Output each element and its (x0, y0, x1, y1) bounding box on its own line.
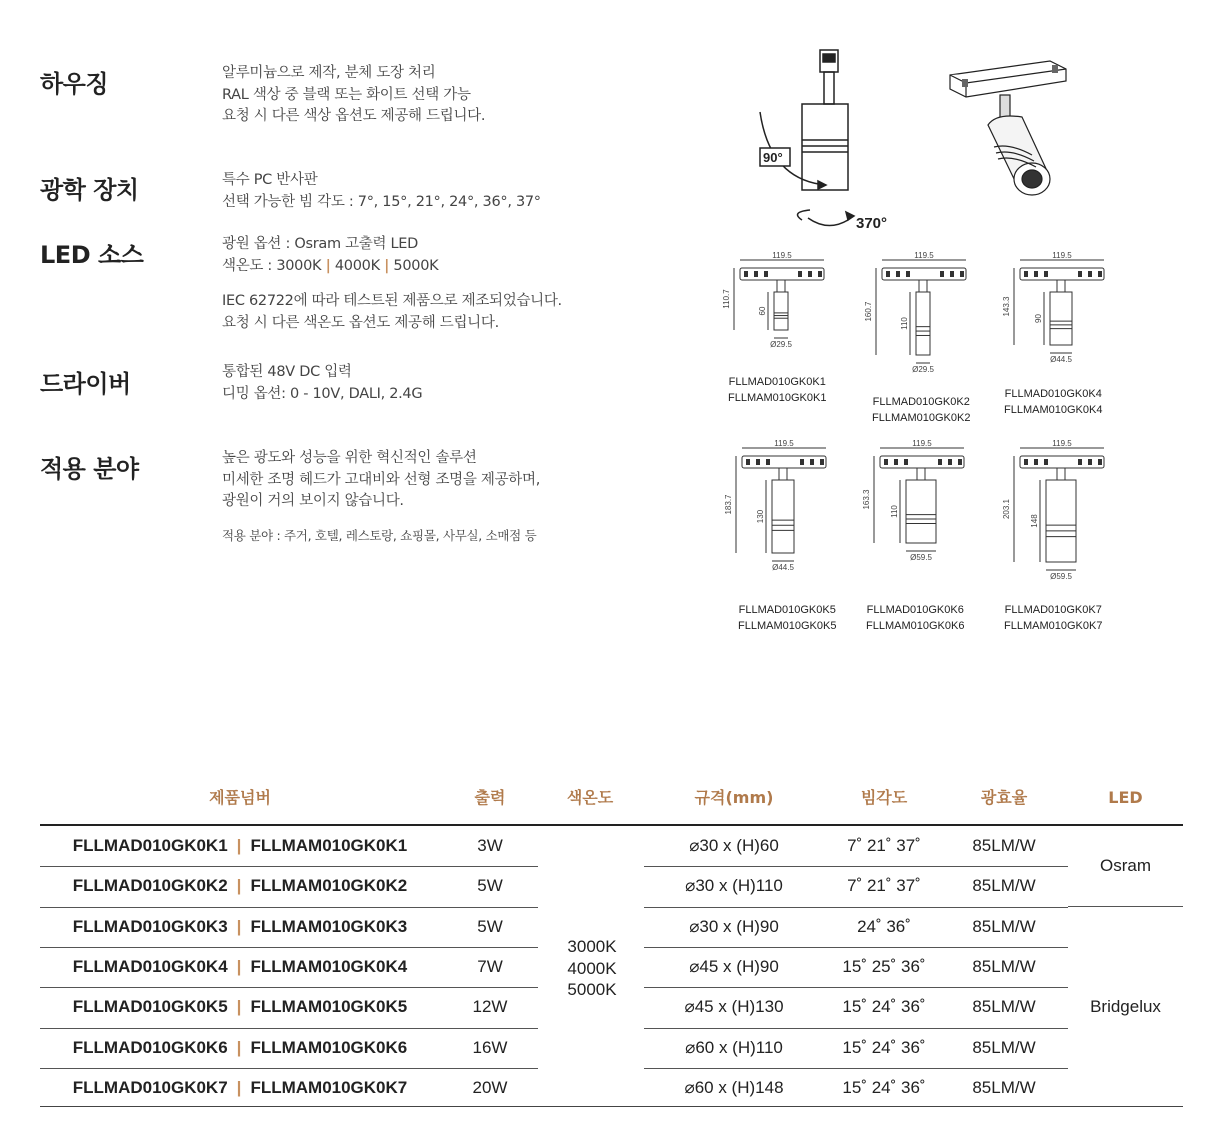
model-code: FLLMAM010GK0K6 (866, 620, 965, 632)
width-dimension: 119.5 (772, 252, 792, 260)
model-separator: | (236, 916, 242, 936)
power-cell: 16W (472, 1037, 508, 1057)
dimension-line (1050, 292, 1072, 345)
track-contact (950, 271, 954, 277)
section-body (222, 234, 562, 334)
section-heading: LED 소스 (40, 241, 144, 269)
track-contact (1044, 271, 1048, 277)
section-line: 특수 PC 반사판 (222, 172, 318, 188)
beam-cell: 7˚ 21˚ 37˚ (847, 876, 921, 896)
track-contact (746, 459, 750, 465)
model-code: FLLMAD010GK0K1 (728, 376, 826, 388)
model-code-b: FLLMAM010GK0K4 (250, 956, 408, 976)
model-cell (40, 866, 440, 906)
dimension-line (772, 480, 794, 553)
track-contact (820, 459, 824, 465)
model-code: FLLMAM010GK0K1 (728, 392, 827, 404)
track-contact (756, 459, 760, 465)
track-contact (884, 459, 888, 465)
model-code-b: FLLMAM010GK0K1 (250, 836, 408, 855)
model-code-a: FLLMAD010GK0K5 (72, 997, 228, 1017)
dimension-line (774, 292, 788, 330)
dimension-drawing (998, 440, 1118, 600)
width-dimension: 119.5 (774, 440, 794, 448)
drawing-model-codes (728, 374, 826, 406)
beam-cell: 15˚ 25˚ 36˚ (842, 956, 926, 976)
model-code-a: FLLMAD010GK0K7 (72, 1077, 228, 1097)
model-cell (40, 987, 440, 1027)
section-body (222, 63, 485, 128)
model-cell (40, 826, 440, 866)
track-contact (906, 271, 910, 277)
rotation-line-drawing (740, 40, 920, 240)
body-dimension: 110 (890, 505, 899, 518)
section-line: 알루미늄으로 제작, 분체 도장 처리 (222, 65, 436, 81)
size-cell: ⌀45 x (H)130 (684, 997, 784, 1017)
model-separator: | (236, 1037, 242, 1057)
width-dimension: 119.5 (914, 252, 934, 260)
drawing-model-codes (872, 394, 970, 426)
track-contact (1024, 271, 1028, 277)
size-cell: ⌀30 x (H)90 (689, 916, 779, 936)
section-heading: 광학 장치 (40, 176, 139, 204)
model-cell (40, 1068, 440, 1108)
efficacy-cell: 85LM/W (972, 1077, 1036, 1097)
model-code: FLLMAD010GK0K4 (1004, 388, 1102, 400)
header-efficacy: 광효율 (980, 788, 1028, 807)
track-contact (754, 271, 758, 277)
diameter-dimension: Ø44.5 (1050, 355, 1072, 364)
model-separator: | (236, 876, 242, 896)
section-line: 요청 시 다른 색상 옵션도 제공해 드립니다. (222, 108, 486, 124)
header-size: 규격(mm) (694, 788, 774, 807)
size-cell: ⌀30 x (H)110 (685, 876, 783, 896)
header-cct: 색온도 (566, 788, 614, 807)
model-separator: | (236, 836, 242, 855)
track-contact (1078, 271, 1082, 277)
track-contact (1088, 459, 1092, 465)
section-line: 선택 가능한 빔 각도 : 7°, 15°, 21°, 24°, 36°, 37° (222, 193, 541, 210)
rotate-angle-label: 370° (856, 215, 888, 232)
table-bottom-rule (40, 1106, 1183, 1107)
beam-cell: 24˚ 36˚ (857, 916, 911, 936)
model-code: FLLMAD010GK0K7 (1004, 604, 1102, 616)
dimension-line (779, 468, 787, 480)
size-cell: ⌀60 x (H)110 (685, 1037, 783, 1057)
track-contact (810, 459, 814, 465)
model-code: FLLMAD010GK0K2 (872, 396, 970, 408)
dimension-drawing (860, 252, 980, 412)
track-contact (948, 459, 952, 465)
section-note: 적용 분야 : 주거, 호텔, 레스토랑, 쇼핑몰, 사무실, 소매점 등 (222, 527, 537, 543)
model-code-a: FLLMAD010GK0K3 (72, 916, 228, 936)
track-contact (960, 271, 964, 277)
track-contact (1034, 459, 1038, 465)
height-dimension: 163.3 (862, 489, 871, 510)
width-dimension: 119.5 (1052, 440, 1072, 448)
model-code: FLLMAD010GK0K5 (738, 604, 836, 616)
model-code-b: FLLMAM010GK0K3 (250, 916, 408, 936)
model-separator: | (236, 1077, 242, 1097)
body-dimension: 90 (1034, 314, 1043, 323)
diameter-dimension: Ø29.5 (912, 365, 934, 374)
size-cell: ⌀45 x (H)90 (689, 956, 779, 976)
track-contact (808, 271, 812, 277)
power-cell: 20W (472, 1077, 508, 1097)
track-contact (1024, 459, 1028, 465)
model-cell (40, 907, 440, 947)
led-cell-osram: Osram (1100, 856, 1151, 875)
efficacy-cell: 85LM/W (972, 1037, 1036, 1057)
diameter-dimension: Ø59.5 (910, 553, 932, 562)
body-dimension: 148 (1030, 514, 1039, 528)
section-heading: 하우징 (40, 70, 109, 98)
section-body (222, 362, 422, 405)
diameter-dimension: Ø29.5 (770, 340, 792, 349)
tilt-angle-label: 90° (763, 150, 783, 165)
section-body (222, 448, 540, 546)
dimension-line (916, 292, 930, 355)
drawing-model-codes (1004, 386, 1102, 418)
section-line: 디밍 옵션: 0 - 10V, DALI, 2.4G (222, 385, 423, 402)
dimension-line (919, 280, 927, 292)
model-code: FLLMAD010GK0K6 (866, 604, 964, 616)
height-dimension: 183.7 (724, 494, 733, 515)
height-dimension: 160.7 (864, 301, 873, 322)
section-heading: 드라이버 (40, 370, 131, 398)
model-cell (40, 947, 440, 987)
power-cell: 5W (477, 916, 503, 936)
section-heading: 적용 분야 (40, 455, 139, 483)
model-code-a: FLLMAD010GK0K2 (72, 876, 228, 896)
track-contact (1044, 459, 1048, 465)
header-led: LED (1108, 788, 1143, 807)
model-code: FLLMAM010GK0K5 (738, 620, 837, 632)
track-contact (798, 271, 802, 277)
track-contact (1034, 271, 1038, 277)
model-code: FLLMAM010GK0K4 (1004, 404, 1103, 416)
track-contact (938, 459, 942, 465)
track-contact (940, 271, 944, 277)
model-code-a: FLLMAD010GK0K4 (72, 956, 228, 976)
led-cell-bridgelux: Bridgelux (1090, 997, 1161, 1016)
power-cell: 5W (477, 876, 503, 896)
dimension-drawing (858, 440, 978, 600)
model-code-b: FLLMAM010GK0K6 (250, 1037, 408, 1057)
drawing-model-codes (738, 602, 836, 634)
width-dimension: 119.5 (1052, 252, 1072, 260)
efficacy-cell: 85LM/W (972, 836, 1036, 855)
efficacy-cell: 85LM/W (972, 956, 1036, 976)
beam-cell: 15˚ 24˚ 36˚ (842, 1037, 926, 1057)
cct-line: 색온도 : 3000K | 4000K | 5000K (222, 257, 439, 274)
beam-cell: 15˚ 24˚ 36˚ (842, 1077, 926, 1097)
model-separator: | (236, 956, 242, 976)
model-code-b: FLLMAM010GK0K5 (250, 997, 408, 1017)
led-divider (1068, 906, 1183, 907)
section-line: IEC 62722에 따라 테스트된 제품으로 제조되었습니다. (222, 293, 562, 309)
efficacy-cell: 85LM/W (972, 916, 1036, 936)
section-body (222, 170, 541, 213)
section-line: 높은 광도와 성능을 위한 혁신적인 솔루션 (222, 450, 477, 466)
size-cell: ⌀60 x (H)148 (684, 1077, 784, 1097)
model-separator: | (236, 997, 242, 1017)
dimension-drawing (720, 440, 840, 600)
track-contact (1088, 271, 1092, 277)
track-contact (744, 271, 748, 277)
track-contact (904, 459, 908, 465)
model-code: FLLMAM010GK0K2 (872, 412, 971, 424)
dimension-line (917, 468, 925, 480)
body-dimension: 60 (758, 306, 767, 316)
beam-cell: 7˚ 21˚ 37˚ (847, 836, 921, 855)
header-power: 출력 (474, 788, 506, 807)
track-contact (896, 271, 900, 277)
dimension-line (1057, 280, 1065, 292)
dimension-line (777, 280, 785, 292)
drawing-model-codes (1004, 602, 1102, 634)
cct-cell: 3000K 4000K 5000K (567, 937, 617, 999)
track-contact (818, 271, 822, 277)
track-contact (894, 459, 898, 465)
track-contact (1078, 459, 1082, 465)
height-dimension: 110.7 (722, 289, 731, 309)
section-line: 통합된 48V DC 입력 (222, 364, 352, 380)
efficacy-cell: 85LM/W (972, 876, 1036, 896)
dimension-line (1046, 480, 1076, 562)
height-dimension: 203.1 (1002, 498, 1011, 520)
body-dimension: 110 (900, 317, 909, 330)
diameter-dimension: Ø59.5 (1050, 572, 1072, 581)
track-contact (766, 459, 770, 465)
model-cell (40, 1028, 440, 1068)
track-contact (886, 271, 890, 277)
model-code-a: FLLMAD010GK0K1 (72, 836, 228, 855)
drawing-model-codes (866, 602, 964, 634)
header-beam: 빔각도 (860, 788, 908, 807)
section-line: RAL 색상 중 블랙 또는 화이트 선택 가능 (222, 86, 471, 103)
product-photo (940, 55, 1080, 215)
track-contact (764, 271, 768, 277)
power-cell: 12W (472, 997, 508, 1017)
size-cell: ⌀30 x (H)60 (689, 836, 779, 855)
section-line: 미세한 조명 헤드가 고대비와 선형 조명을 제공하며, (222, 471, 541, 488)
track-contact (800, 459, 804, 465)
header-model: 제품넘버 (209, 788, 271, 807)
model-code: FLLMAM010GK0K7 (1004, 620, 1103, 632)
beam-cell: 15˚ 24˚ 36˚ (842, 997, 926, 1017)
efficacy-cell: 85LM/W (972, 997, 1036, 1017)
power-cell: 3W (477, 836, 503, 855)
width-dimension: 119.5 (912, 440, 932, 448)
section-line: 광원 옵션 : Osram 고출력 LED (222, 236, 419, 252)
model-code-a: FLLMAD010GK0K6 (72, 1037, 228, 1057)
track-contact (1098, 459, 1102, 465)
track-contact (958, 459, 962, 465)
section-line: 요청 시 다른 색온도 옵션도 제공해 드립니다. (222, 314, 499, 331)
model-code-b: FLLMAM010GK0K2 (250, 876, 408, 896)
dimension-line (1057, 468, 1065, 480)
height-dimension: 143.3 (1002, 296, 1011, 317)
diameter-dimension: Ø44.5 (772, 563, 794, 572)
dimension-line (906, 480, 936, 543)
track-contact (1098, 271, 1102, 277)
power-cell: 7W (477, 956, 503, 976)
body-dimension: 130 (756, 509, 765, 524)
section-line: 광원이 거의 보이지 않습니다. (222, 493, 404, 509)
model-code-b: FLLMAM010GK0K7 (250, 1077, 408, 1097)
